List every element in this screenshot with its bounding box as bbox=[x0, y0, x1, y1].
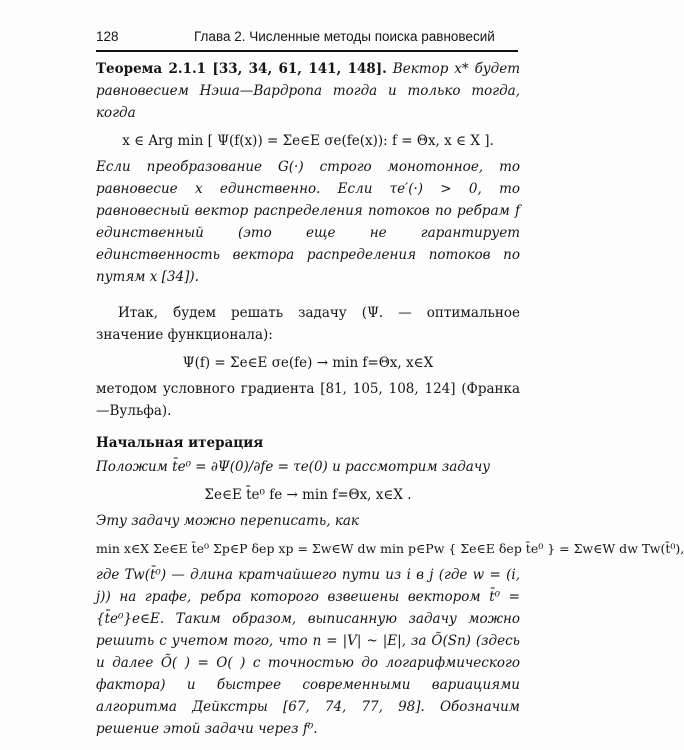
method-paragraph: методом условного градиента [81, 105, 108, 124] (Франка—Вульфа). bbox=[96, 381, 520, 419]
running-header bbox=[96, 29, 518, 44]
page-number: 128 bbox=[96, 29, 119, 44]
header-rule bbox=[96, 50, 518, 52]
init-paragraph: Положим t̄e⁰ = ∂Ψ(0)/∂fe = τe(0) и рассмотрим задачу bbox=[96, 459, 491, 475]
rewrite-formula: min x∈X Σe∈E t̄e⁰ Σp∈P δep xp = Σw∈W dw min p∈Pw { Σe∈E δep t̄e⁰ } = Σw∈W dw Tw(t̄⁰), bbox=[96, 541, 684, 556]
theorem-statement bbox=[96, 58, 520, 124]
chapter-title: Глава 2. Численные методы поиска равновесий bbox=[194, 29, 495, 44]
theorem-formula: x ∈ Arg min [ Ψ(f(x)) = Σe∈E σe(fe(x)): f = Θx, x ∈ X ]. bbox=[122, 133, 494, 149]
rewrite-paragraph: Эту задачу можно переписать, как bbox=[96, 513, 359, 529]
init-formula: Σe∈E t̄e⁰ fe → min f=Θx, x∈X . bbox=[204, 487, 412, 503]
theorem-text: Вектор x* будет равновесием Нэша—Вардропа тогда и только тогда, когда bbox=[96, 61, 521, 121]
final-paragraph: где Tw(t̄⁰) — длина кратчайшего пути из i в j (где w = (i, j)) на графе, ребра которого взвешены вектором t̄⁰ = {t̄e⁰}e∈E. Таким образом, выписанную задачу можно решить с учетом того, что n = |V| ~ |E|, за Õ(Sn) (здесь и далее Õ( ) = O( ) с точностью до логарифмического фактора) и быстрее современными вариациями алгоритма Дейкстры [67, 74, 77, 98]. Обозначим решение этой задачи через f⁰. bbox=[96, 567, 520, 737]
page-body bbox=[96, 58, 684, 740]
theorem-label: Теорема 2.1.1 [33, 34, 61, 141, 148]. bbox=[96, 61, 387, 77]
task-formula: Ψ(f) = Σe∈E σe(fe) → min f=Θx, x∈X bbox=[182, 355, 434, 371]
theorem-note: Если преобразование G(·) строго монотонное, то равновесие x единственно. Если τe′(·) > 0, то равновесный вектор распределения потоков по ребрам f единственный (это еще не гарантирует единственность вектора распределения потоков по путям x [34]). bbox=[96, 159, 520, 285]
section-heading: Начальная итерация bbox=[96, 435, 264, 451]
task-paragraph: Итак, будем решать задачу (Ψ. — оптимальное значение функционала): bbox=[96, 305, 520, 343]
